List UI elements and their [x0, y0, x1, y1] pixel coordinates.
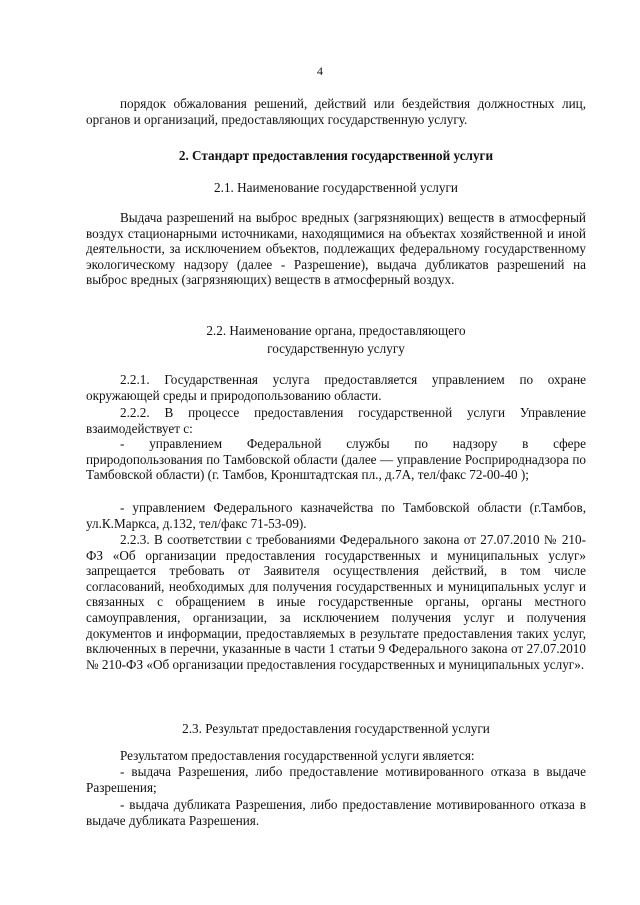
word: - [120, 436, 125, 451]
interaction-item-1-rest: природопользования по Тамбовской области (далее — управление Росприроднадзора по Тамбовской области) (г. Тамбов, Кронштадтская пл., д.7А, тел/факс 72-00-40 ); [86, 451, 586, 483]
para-2-2-1: 2.2.1. Государственная услуга предоставляется управлением по охране окружающей среды и природопользованию области. [86, 372, 586, 403]
section-2-1-title: 2.1. Наименование государственной услуги [214, 180, 458, 195]
section-2-2-title-line2: государственную услугу [267, 341, 405, 356]
word: сфере [553, 436, 586, 451]
interaction-item-1-first-line [86, 436, 586, 452]
word: надзору [452, 436, 498, 451]
word: Федеральной [246, 436, 322, 451]
section-2-1-text: Выдача разрешений на выброс вредных (загрязняющих) веществ в атмосферный воздух стационарными источниками, находящимися на объектах хозяйственной и иной деятельности, за исключением объектов, подлежащих федеральному государственному экологическому надзору (далее - Разрешение), выдача дубликатов разрешений на выброс вредных (загрязняющих) веществ в атмосферный воздух. [86, 210, 586, 288]
page-number: 4 [317, 64, 323, 78]
section-2-title: 2. Стандарт предоставления государственной услуги [178, 148, 494, 163]
section-2-3-title: 2.3. Результат предоставления государственной услуги [182, 721, 490, 736]
section-2-2-title-line1: 2.2. Наименование органа, предоставляющего [206, 323, 466, 338]
word: службы [346, 436, 390, 451]
interaction-item-1 [86, 436, 586, 483]
result-item-1: - выдача Разрешения, либо предоставление мотивированного отказа в выдаче Разрешения; [86, 764, 586, 795]
interaction-item-2: - управлением Федерального казначейства по Тамбовской области (г.Тамбов, ул.К.Маркса, д.132, тел/факс 71-53-09). [86, 500, 586, 531]
result-item-2: - выдача дубликата Разрешения, либо предоставление мотивированного отказа в выдаче дубликата Разрешения. [86, 797, 586, 828]
section-2-3-lead: Результатом предоставления государственной услуги является: [120, 748, 475, 763]
para-2-2-2: 2.2.2. В процессе предоставления государственной услуги Управление взаимодействует с: [86, 405, 586, 436]
word: управлением [149, 436, 223, 451]
intro-paragraph: порядок обжалования решений, действий или бездействия должностных лиц, органов и организаций, предоставляющих государственную услугу. [86, 96, 586, 127]
word: по [414, 436, 428, 451]
para-2-2-3: 2.2.3. В соответствии с требованиями Федерального закона от 27.07.2010 № 210-ФЗ «Об организации предоставления государственных и муниципальных услуг» запрещается требовать от Заявителя осуществления действий, в том числе согласований, необходимых для получения государственных и муниципальных услуг и связанных с обращением в иные государственные органы, органы местного самоуправления, организации, за исключением получения услуг и получения документов и информации, предоставляемых в результате предоставления таких услуг, включенных в перечни, указанные в части 1 статьи 9 Федерального закона от 27.07.2010 № 210-ФЗ «Об организации предоставления государственных и муниципальных услуг». [86, 532, 586, 672]
word: в [522, 436, 529, 451]
